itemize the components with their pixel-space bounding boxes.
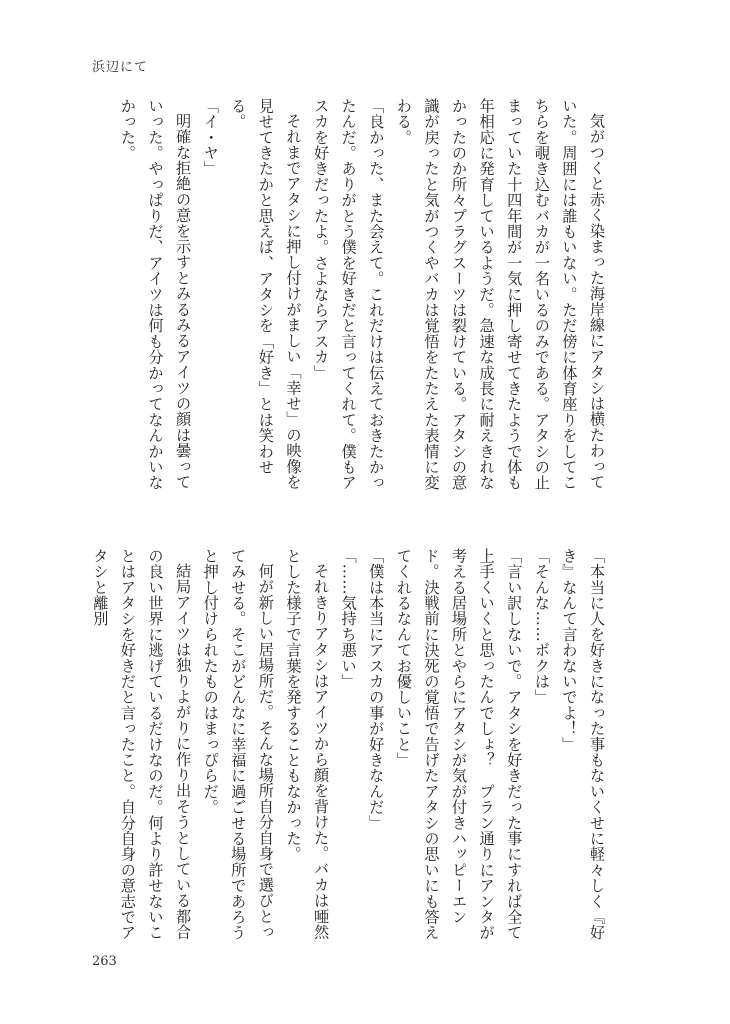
chapter-title: 浜辺にて	[92, 60, 149, 75]
dialogue-line: 「本当に人を好きになった事もないくせに軽々しく『好き』なんて言わないでよ！」	[560, 548, 606, 941]
paragraph: 結局アイツは独りよがりに作り出そうとしている都合の良い世界に逃げているだけなのだ。何より許せないことはアタシを好きだと言ったこと。自分自身の意志でアタシと離別	[91, 548, 193, 941]
dialogue-line: 「イ・ヤ」	[201, 98, 220, 177]
bottom-text-block	[91, 548, 610, 943]
dialogue-line: 「そんな……ボクは」	[532, 548, 551, 705]
dialogue-line: 「言い訳しないで。アタシを好きだった事にすれば全て上手くいくと思ったんでしょ？ プラン通りにアンタが考える居場所とやらにアタシが気が付きハッピーエンド。決戦前に決死の覚悟で告げたアタシの思いにも答えてくれるなんてお優しいこと」	[394, 548, 524, 941]
paragraph: 気がつくと赤く染まった海岸線にアタシは横たわっていた。周囲には誰もいない。ただ傍に体育座りをしてこちらを覗き込むバカが一名いるのみである。アタシの止まっていた十四年間が一気に押し寄せてきたようで体も年相応に発育しているようだ。急速な成長に耐えきれなかったのか所々プラグスーツは裂けている。アタシの意識が戻ったと気がつくやバカは覚悟をたたえた表情に変わる。	[394, 98, 606, 491]
paragraph: 明確な拒絶の意を示すとみるみるアイツの顔は曇っていった。やっぱりだ、アイツは何も分かってなんかいなかった。	[118, 98, 193, 491]
paragraph: それきりアタシはアイツから顔を背けた。バカは唖然とした様子で言葉を発することもなかった。	[284, 548, 331, 940]
top-text-block	[110, 98, 610, 503]
dialogue-line: 「……気持ち悪い」	[339, 548, 358, 690]
dialogue-line: 「良かった、また会えて。これだけは伝えておきたかったんだ。ありがとう僕を好きだと言ってくれて。僕もアスカを好きだったよ。さよならアスカ」	[312, 98, 386, 491]
paragraph: 何が新しい居場所だ。そんな場所自分自身で選びとってみせる。そこがどんなに幸福に過ごせる場所であろうと押し付けられたものはまっぴらだ。	[201, 548, 275, 941]
paragraph: それまでアタシに押し付けがましい「幸せ」の映像を見せてきたかと思えば、アタシを「好き」とは笑わせる。	[229, 98, 303, 490]
page-number: 263	[92, 954, 117, 969]
dialogue-line: 「僕は本当にアスカの事が好きなんだ」	[367, 548, 386, 831]
